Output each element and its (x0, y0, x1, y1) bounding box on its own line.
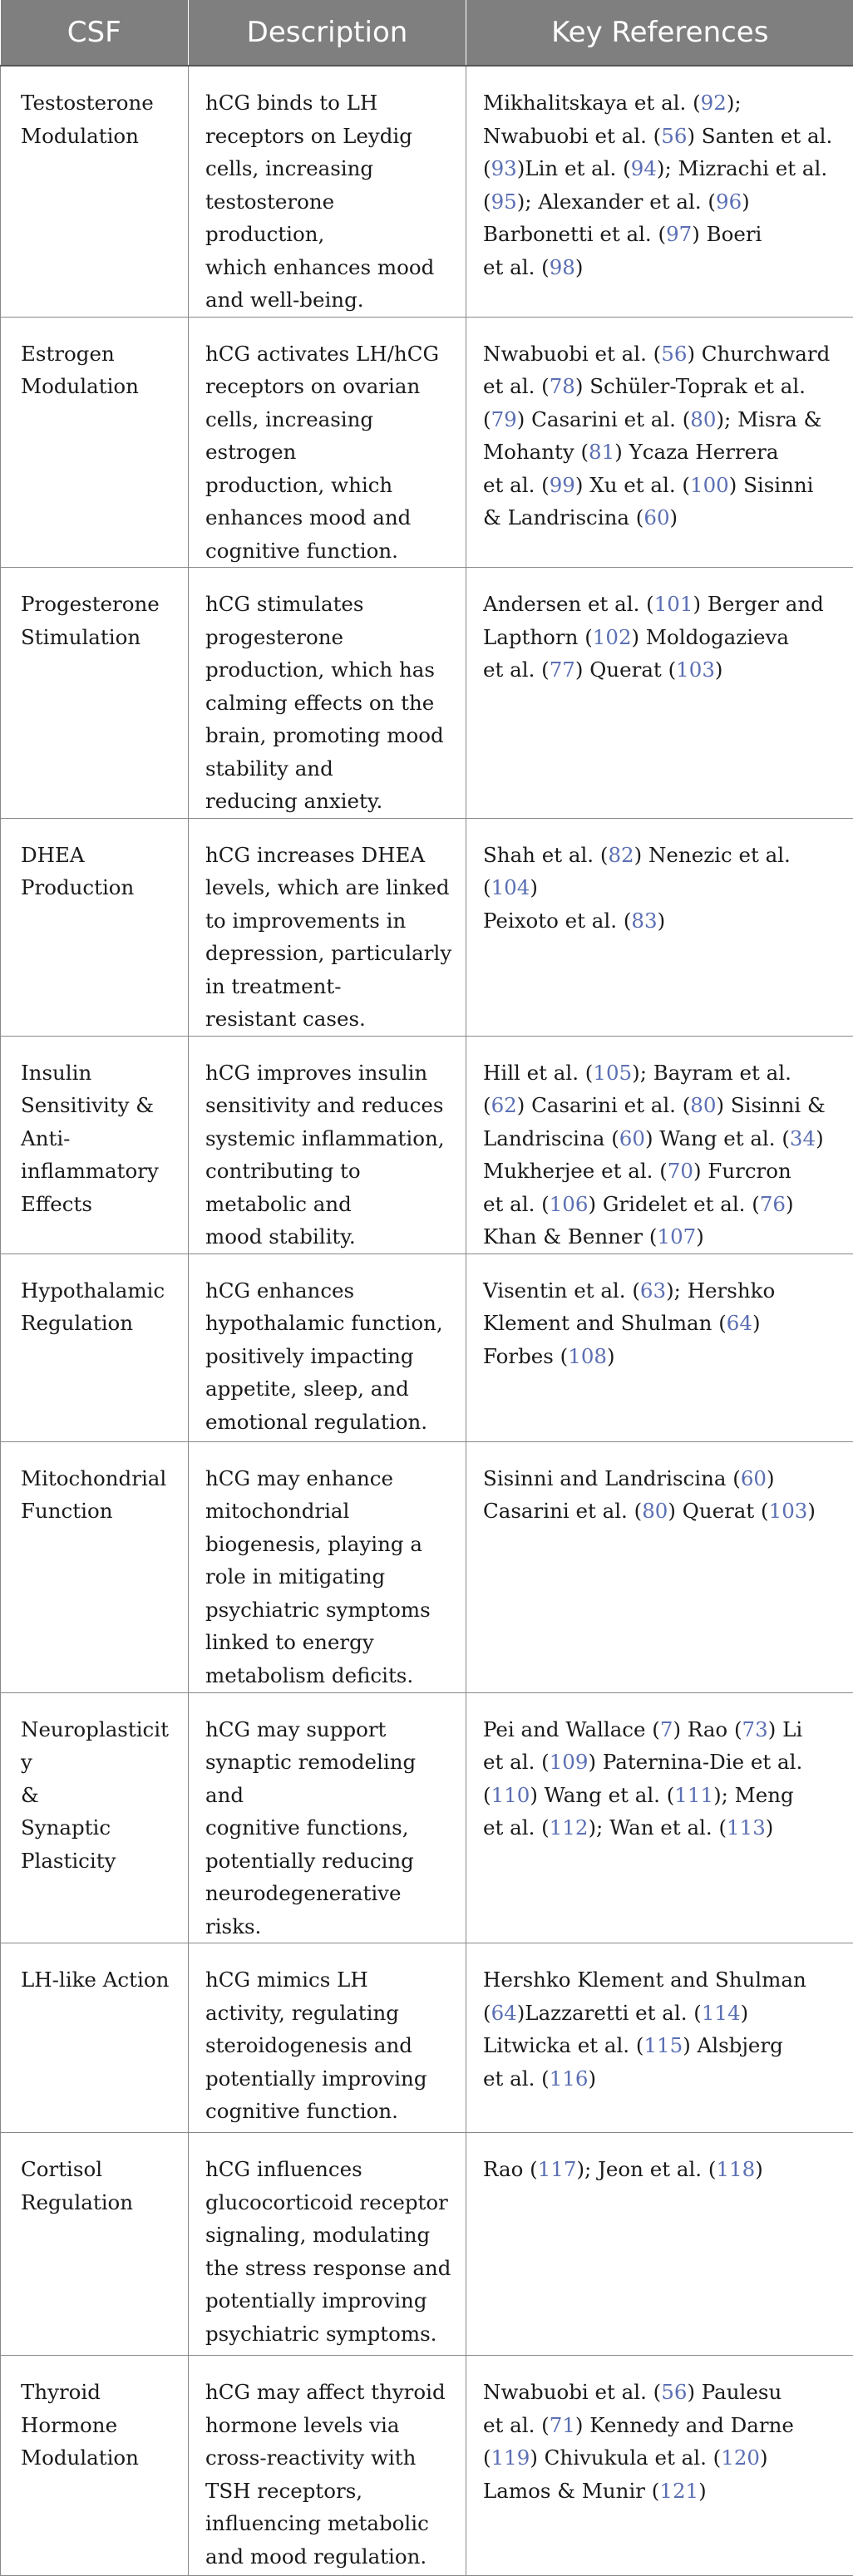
description-cell: hCG stimulates progesterone production, which has calming effects on the brain, promoting mood stability and reducing anxiety. (189, 568, 466, 819)
reference-text: ); Misra & Mohanty ( (483, 407, 822, 465)
csf-cell: Testosterone Modulation (1, 66, 189, 317)
citation-link[interactable]: 73 (742, 1717, 768, 1741)
reference-text: ) Berger and Lapthorn ( (483, 592, 824, 649)
reference-text: ) Khan & Benner ( (483, 1192, 794, 1249)
citation-link[interactable]: 56 (661, 2380, 687, 2404)
citation-link[interactable]: 7 (660, 1717, 673, 1741)
csf-cell: LH-like Action (1, 1943, 189, 2133)
citation-link[interactable]: 117 (538, 2157, 577, 2181)
citation-link[interactable]: 70 (668, 1159, 693, 1183)
citation-link[interactable]: 63 (640, 1278, 666, 1303)
csf-cell: Cortisol Regulation (1, 2133, 189, 2356)
reference-text: ) Gridelet et al. ( (588, 1192, 759, 1216)
description-cell: hCG may enhance mitochondrial biogenesis, playing a role in mitigating psychiatric symptoms linked to energy metabolism deficits. (189, 1441, 466, 1692)
citation-link[interactable]: 81 (589, 440, 614, 464)
reference-text: Rao ( (483, 2157, 538, 2181)
table-header (1, 0, 853, 66)
reference-text: ) Ycaza Herrera et al. ( (483, 440, 779, 497)
citation-link[interactable]: 113 (727, 1815, 766, 1840)
description-cell: hCG influences glucocorticoid receptor signaling, modulating the stress response and potentially improving psychiatric symptoms. (189, 2133, 466, 2356)
citation-link[interactable]: 106 (550, 1192, 589, 1216)
citation-link[interactable]: 120 (721, 2445, 760, 2470)
references-cell (466, 317, 853, 568)
csf-cell: DHEA Production (1, 818, 189, 1036)
reference-text: ) Furcron et al. ( (483, 1159, 791, 1216)
citation-link[interactable]: 104 (491, 875, 530, 899)
header-csf: CSF (1, 0, 189, 66)
citation-link[interactable]: 71 (550, 2413, 575, 2437)
table-row (1, 568, 853, 819)
citation-link[interactable]: 80 (690, 1093, 716, 1117)
reference-text: )Lin et al. ( (517, 156, 631, 180)
citation-link[interactable]: 99 (550, 473, 575, 497)
citation-link[interactable]: 119 (491, 2445, 530, 2470)
reference-text: ); Wan et al. ( (588, 1815, 727, 1840)
citation-link[interactable]: 80 (690, 407, 716, 431)
table-row (1, 1254, 853, 1441)
reference-text: ) (755, 2157, 763, 2181)
citation-link[interactable]: 60 (741, 1466, 767, 1490)
citation-link[interactable]: 105 (593, 1061, 632, 1085)
reference-text: ) Casarini et al. ( (517, 1093, 691, 1117)
csf-cell: Progesterone Stimulation (1, 568, 189, 819)
citation-link[interactable]: 110 (491, 1783, 530, 1807)
reference-text: ) Chivukula et al. ( (530, 2445, 721, 2470)
reference-text: ) Barbonetti et al. ( (483, 190, 750, 247)
csf-cell: Neuroplasticity & Synaptic Plasticity (1, 1692, 189, 1943)
reference-text: ) Querat ( (575, 658, 676, 682)
reference-text: ) Forbes ( (483, 1311, 761, 1368)
reference-text: ) Mukherjee et al. ( (483, 1126, 824, 1184)
citation-link[interactable]: 112 (550, 1815, 589, 1840)
references-cell (466, 1254, 853, 1441)
description-cell: hCG enhances hypothalamic function, positively impacting appetite, sleep, and emotional regulation. (189, 1254, 466, 1441)
references-cell (466, 818, 853, 1036)
reference-text: ) Sisinni & Landriscina ( (483, 1093, 826, 1150)
reference-text: ); Bayram et al. ( (483, 1061, 791, 1118)
reference-text: ) Alsbjerg et al. ( (483, 2033, 783, 2091)
reference-text: Mikhalitskaya et al. ( (483, 91, 701, 115)
references-cell (466, 1441, 853, 1692)
reference-text: ) Paulesu et al. ( (483, 2380, 782, 2437)
citation-link[interactable]: 97 (666, 222, 692, 246)
citation-link[interactable]: 107 (657, 1224, 696, 1249)
reference-text: ) Wang et al. ( (645, 1126, 790, 1150)
reference-text: ) Kennedy and Darne ( (483, 2413, 794, 2470)
reference-text: ); Hershko Klement and Shulman ( (483, 1278, 775, 1336)
reference-text: ) (658, 909, 666, 933)
reference-text: ) Xu et al. ( (575, 473, 690, 497)
reference-text: ) Paternina-Die et al. ( (483, 1750, 802, 1807)
reference-text: ) Boeri et al. ( (483, 222, 762, 279)
reference-text: ) (588, 2066, 596, 2091)
reference-text: ) Wang et al. ( (530, 1783, 674, 1807)
table-row (1, 317, 853, 568)
citation-link[interactable]: 83 (631, 909, 657, 933)
citation-link[interactable]: 114 (702, 2001, 741, 2025)
reference-text: Hershko Klement and Shulman ( (483, 1968, 806, 2025)
citation-link[interactable]: 93 (491, 156, 517, 180)
citation-link[interactable]: 100 (690, 473, 729, 497)
citation-link[interactable]: 98 (550, 255, 575, 279)
citation-link[interactable]: 103 (769, 1499, 808, 1523)
citation-link[interactable]: 101 (654, 592, 693, 616)
reference-text: ) Nenezic et al. ( (483, 843, 791, 900)
csf-cell: Estrogen Modulation (1, 317, 189, 568)
table-row (1, 1036, 853, 1254)
citation-link[interactable]: 60 (643, 505, 669, 529)
citation-link[interactable]: 111 (674, 1783, 713, 1807)
table-row (1, 2133, 853, 2356)
citation-link[interactable]: 76 (760, 1192, 786, 1216)
citation-link[interactable]: 56 (661, 342, 687, 366)
reference-text: ) Casarini et al. ( (483, 1466, 775, 1524)
description-cell: hCG binds to LH receptors on Leydig cells, increasing testosterone production, which enhances mood and well-being. (189, 66, 466, 317)
references-cell (466, 66, 853, 317)
citation-link[interactable]: 121 (659, 2479, 698, 2503)
citation-link[interactable]: 96 (716, 190, 742, 214)
header-description: Description (189, 0, 466, 66)
citation-link[interactable]: 60 (619, 1126, 645, 1150)
header-key-references: Key References (466, 0, 853, 66)
citation-link[interactable]: 62 (491, 1093, 517, 1117)
reference-text: ) (575, 255, 584, 279)
reference-text: ) Sisinni & Landriscina ( (483, 473, 814, 530)
description-cell: hCG increases DHEA levels, which are linked to improvements in depression, particularly in treatment- resistant cases. (189, 818, 466, 1036)
table-row (1, 1943, 853, 2133)
reference-text: ) Lamos & Munir ( (483, 2445, 768, 2503)
citation-link[interactable]: 79 (491, 407, 517, 431)
reference-text: ) Schüler-Toprak et al. ( (483, 374, 806, 431)
reference-text: ); Alexander et al. ( (517, 190, 716, 214)
citation-link[interactable]: 116 (550, 2066, 589, 2091)
citation-link[interactable]: 95 (491, 190, 517, 214)
reference-text: ) (766, 1815, 774, 1840)
reference-text: ); Jeon et al. ( (576, 2157, 716, 2181)
table-row (1, 818, 853, 1036)
references-cell (466, 1943, 853, 2133)
citation-link[interactable]: 118 (716, 2157, 755, 2181)
csf-cell: Hypothalamic Regulation (1, 1254, 189, 1441)
reference-text: ) Churchward et al. ( (483, 342, 830, 399)
citation-link[interactable]: 77 (550, 658, 575, 682)
citation-link[interactable]: 94 (631, 156, 657, 180)
table-row (1, 1692, 853, 1943)
reference-text: Pei and Wallace ( (483, 1717, 660, 1741)
csf-cell: Thyroid Hormone Modulation (1, 2356, 189, 2576)
citation-link[interactable]: 82 (608, 843, 634, 867)
reference-text: ) (670, 505, 678, 529)
description-cell: hCG activates LH/hCG receptors on ovarian cells, increasing estrogen production, which enhances mood and cognitive function. (189, 317, 466, 568)
header-row (1, 0, 853, 66)
reference-text: Visentin et al. ( (483, 1278, 640, 1303)
references-cell (466, 568, 853, 819)
references-cell (466, 1036, 853, 1254)
citation-link[interactable]: 102 (593, 625, 632, 649)
citation-link[interactable]: 80 (642, 1499, 668, 1523)
reference-text: Nwabuobi et al. ( (483, 2380, 661, 2404)
reference-text: ) (715, 658, 723, 682)
citation-link[interactable]: 109 (550, 1750, 589, 1774)
references-cell (466, 1692, 853, 1943)
reference-text: ); Mizrachi et al. ( (483, 156, 827, 214)
table-body (1, 66, 853, 2576)
description-cell: hCG may affect thyroid hormone levels via cross-reactivity with TSH receptors, influencing metabolic and mood regulation. (189, 2356, 466, 2576)
reference-text: ) (696, 1224, 704, 1249)
reference-text: ) Querat ( (668, 1499, 768, 1523)
citation-link[interactable]: 64 (491, 2001, 517, 2025)
references-cell (466, 2356, 853, 2576)
reference-text: ) (698, 2479, 707, 2503)
citation-link[interactable]: 115 (643, 2033, 683, 2057)
references-cell (466, 2133, 853, 2356)
reference-text: ) Li et al. ( (483, 1717, 802, 1775)
reference-text: ) (607, 1344, 615, 1368)
reference-text: ) Rao ( (673, 1717, 742, 1741)
citation-link[interactable]: 56 (661, 124, 687, 148)
description-cell: hCG improves insulin sensitivity and reduces systemic inflammation, contributing to metabolic and mood stability. (189, 1036, 466, 1254)
reference-text: )Lazzaretti et al. ( (517, 2001, 702, 2025)
reference-text: ) (807, 1499, 816, 1523)
reference-text: Sisinni and Landriscina ( (483, 1466, 741, 1490)
citation-link[interactable]: 78 (550, 374, 575, 398)
citation-link[interactable]: 103 (676, 658, 715, 682)
table-row (1, 66, 853, 317)
description-cell: hCG may support synaptic remodeling and cognitive functions, potentially reducing neurodegenerative risks. (189, 1692, 466, 1943)
reference-text: Shah et al. ( (483, 843, 608, 867)
table-row (1, 2356, 853, 2576)
table-row (1, 1441, 853, 1692)
reference-text: ) Santen et al. ( (483, 124, 832, 181)
reference-text: ); Nwabuobi et al. ( (483, 91, 742, 148)
reference-text: Nwabuobi et al. ( (483, 342, 661, 366)
reference-text: ); Meng et al. ( (483, 1783, 794, 1840)
citation-link[interactable]: 108 (568, 1344, 607, 1368)
citation-link[interactable]: 64 (727, 1311, 752, 1335)
csf-cell: Insulin Sensitivity & Anti- inflammatory Effects (1, 1036, 189, 1254)
reference-text: Andersen et al. ( (483, 592, 654, 616)
reference-text: Hill et al. ( (483, 1061, 593, 1085)
reference-text: ) Casarini et al. ( (517, 407, 691, 431)
description-cell: hCG mimics LH activity, regulating steroidogenesis and potentially improving cognitive function. (189, 1943, 466, 2133)
reference-text: ) Moldogazieva et al. ( (483, 625, 789, 682)
citation-link[interactable]: 34 (790, 1126, 816, 1150)
csf-cell: Mitochondrial Function (1, 1441, 189, 1692)
reference-text: ) Peixoto et al. ( (483, 875, 631, 933)
citation-link[interactable]: 92 (701, 91, 727, 115)
reference-text: ) Litwicka et al. ( (483, 2001, 748, 2058)
